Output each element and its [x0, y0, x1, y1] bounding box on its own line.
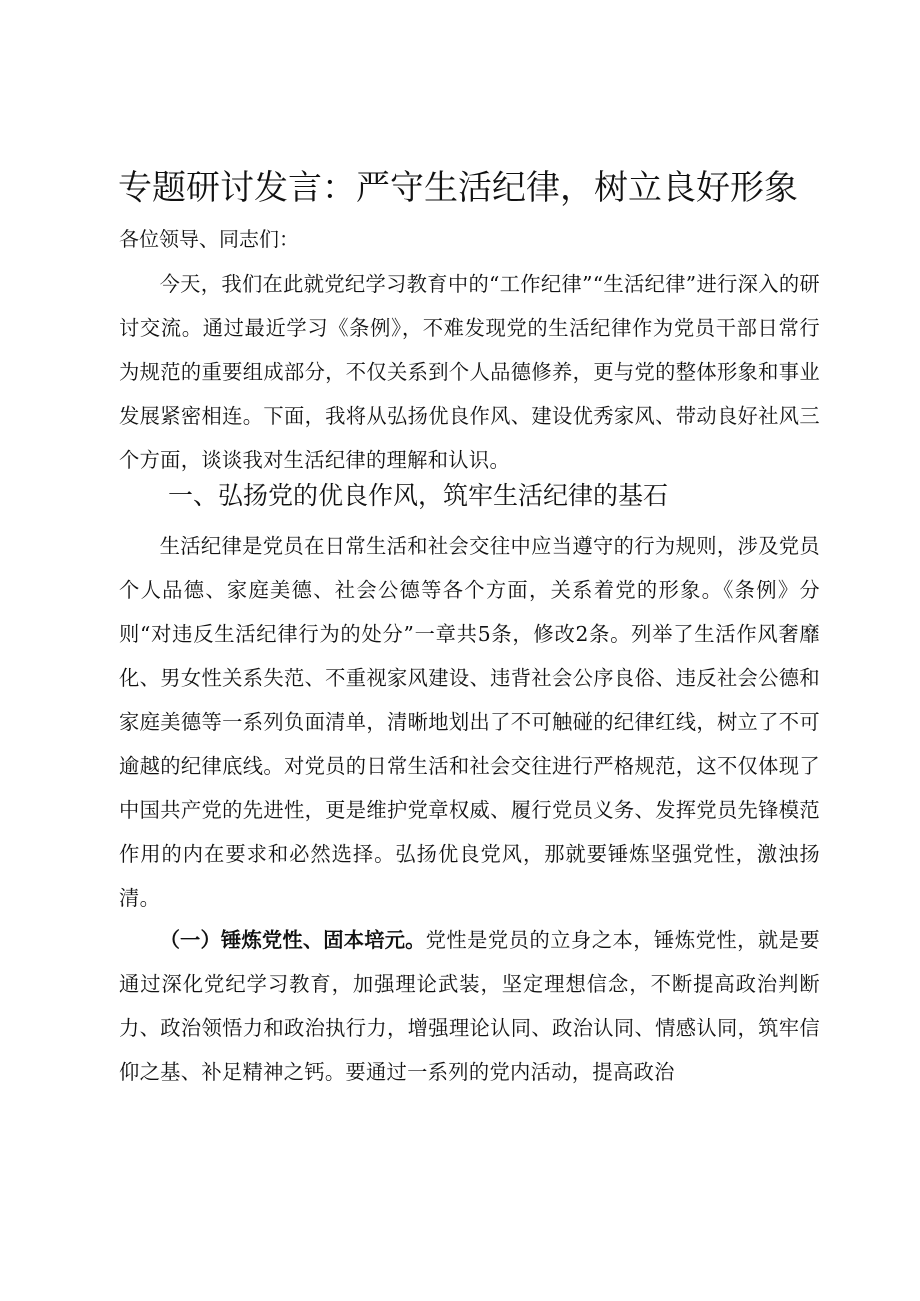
section-1-heading: 一、弘扬党的优良作风，筑牢生活纪律的基石 — [168, 481, 669, 510]
intro-paragraph: 今天，我们在此就党纪学习教育中的“工作纪律”“生活纪律”进行深入的研讨交流。通过最近学习《条例》，不难发现党的生活纪律作为党员干部日常行为规范的重要组成部分，不仅关系到个人品德修养，更与党的整体形象和事业发展紧密相连。下面，我将从弘扬优良作风、建设优秀家风、带动良好社风三个方面，谈谈我对生活纪律的理解和认识。 — [119, 272, 820, 472]
section-1-paragraph: 生活纪律是党员在日常生活和社会交往中应当遵守的行为规则，涉及党员个人品德、家庭美德、社会公德等各个方面，关系着党的形象。《条例》分则“对违反生活纪律行为的处分”一章共5条，修改2条。列举了生活作风奢靡化、男女性关系失范、不重视家风建设、违背社会公序良俗、违反社会公德和家庭美德等一系列负面清单，清晰地划出了不可触碰的纪律红线，树立了不可逾越的纪律底线。对党员的日常生活和社会交往进行严格规范，这不仅体现了中国共产党的先进性，更是维护党章权威、履行党员义务、发挥党员先锋模范作用的内在要求和必然选择。弘扬优良党风，那就要锤炼坚强党性，激浊扬清。 — [119, 534, 820, 910]
document-title: 专题研讨发言：严守生活纪律，树立良好形象 — [118, 168, 798, 208]
salutation: 各位领导、同志们： — [119, 227, 299, 251]
subsection-1-heading: （一）锤炼党性、固本培元。 — [159, 928, 426, 952]
subsection-1-text: 党性是党员的立身之本，锤炼党性，就是要通过深化党纪学习教育，加强理论武装，坚定理想信念，不断提高政治判断力、政治领悟力和政治执行力，增强理论认同、政治认同、情感认同，筑牢信仰之基、补足精神之钙。要通过一系列的党内活动，提高政治 — [119, 928, 820, 1084]
subsection-1-paragraph — [119, 918, 820, 1094]
